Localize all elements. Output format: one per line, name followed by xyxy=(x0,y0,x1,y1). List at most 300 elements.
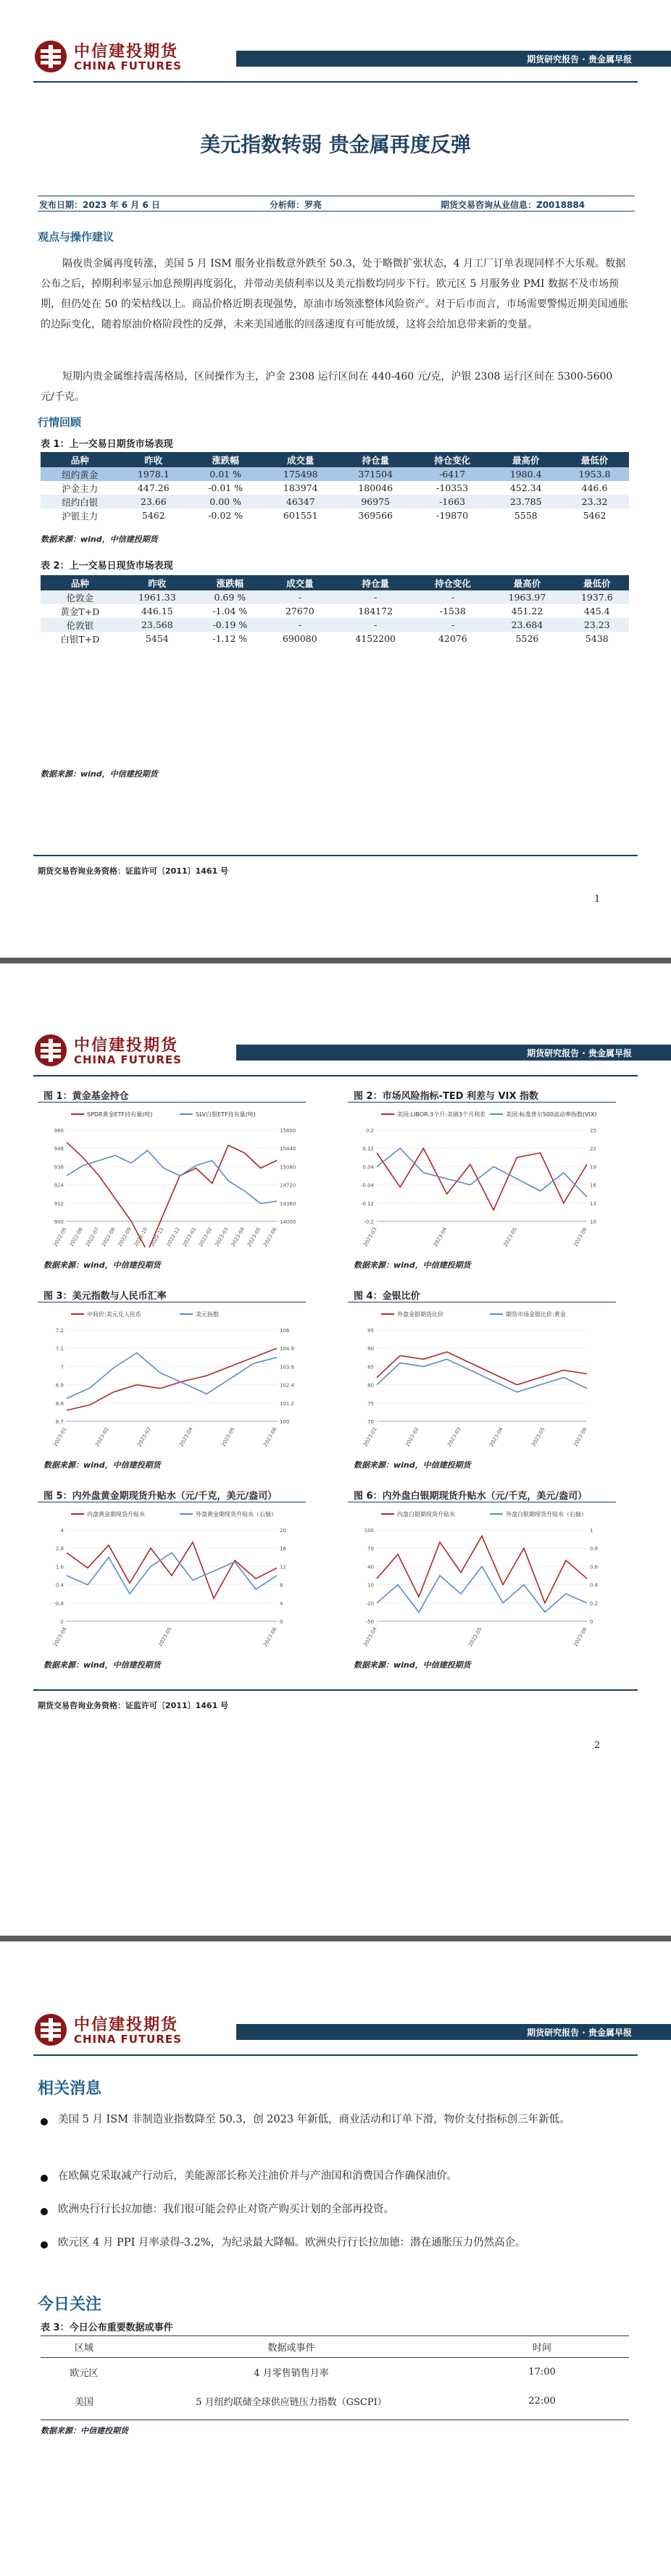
legend-label: 美元指数 xyxy=(196,1311,219,1318)
legend-label: 中间价:美元兑人民币 xyxy=(87,1311,141,1318)
table-cell: 1961.33 xyxy=(120,590,195,604)
x-tick-label: 2023-06 xyxy=(572,1426,588,1447)
logo-name-en: CHINA FUTURES xyxy=(74,2033,182,2046)
y-tick-label: 75 xyxy=(367,1400,374,1407)
y-tick-label: 40 xyxy=(367,1564,374,1571)
company-logo-icon xyxy=(33,39,68,74)
chart-2 xyxy=(348,1085,616,1274)
chart-plot xyxy=(38,1105,306,1247)
y-right-tick-label: 104.8 xyxy=(280,1346,295,1352)
col-header: 品种 xyxy=(41,575,120,590)
y-tick-label: 70 xyxy=(367,1419,374,1425)
table-cell: 纽约黄金 xyxy=(41,467,119,481)
table-cell: -1.12 % xyxy=(212,633,248,644)
table-cell: 1978.1 xyxy=(119,467,188,481)
table-cell: 175498 xyxy=(263,467,338,481)
header-band-title: 期货研究报告 · 贵金属早报 xyxy=(527,1048,632,1058)
table3-caption: 表 3：今日公布重要数据或事件 xyxy=(41,2322,173,2333)
table-row xyxy=(41,509,629,522)
chart-title: 图 1：黄金基金持仓 xyxy=(38,1085,306,1103)
x-tick-label: 2023-05 xyxy=(467,1626,483,1647)
table-cell: 23.684 xyxy=(489,618,564,632)
col-header: 数据或事件 xyxy=(128,2336,455,2358)
logo-name-cn: 中信建投期货 xyxy=(74,1037,179,1055)
report-page-2 xyxy=(0,994,671,1827)
table-cell: 5 月纽约联储全球供应链压力指数（GSCPI） xyxy=(196,2397,387,2408)
x-tick-label: 2023-05 xyxy=(246,1226,262,1247)
x-tick-label: 2023-04 xyxy=(488,1426,504,1447)
chart-source: 数据来源：wind，中信建投期货 xyxy=(43,1660,161,1670)
table-cell: 23.23 xyxy=(565,618,629,632)
y-tick-label: -0.8 xyxy=(54,1600,64,1607)
table-cell: 0.69 % xyxy=(195,590,265,604)
x-tick-label: 2023-06 xyxy=(572,1626,588,1647)
bullet-icon xyxy=(41,2208,48,2215)
table-cell: 446.6 xyxy=(581,482,608,493)
table-cell: 27670 xyxy=(285,606,314,616)
legend-label: 美国:标准普尔500波动率指数(VIX) xyxy=(506,1111,597,1118)
x-tick-label: 2023-01 xyxy=(181,1226,198,1247)
y-right-tick-label: 0.4 xyxy=(590,1582,599,1589)
table-cell: 4152200 xyxy=(355,633,396,644)
report-meta-bar xyxy=(38,196,635,212)
table-cell: 4 月零售销售月率 xyxy=(254,2368,329,2380)
y-right-tick-label: 16 xyxy=(280,1546,286,1552)
y-right-tick-label: 102.4 xyxy=(280,1382,295,1389)
table-cell: 沪银主力 xyxy=(62,510,99,522)
table-cell: 17:00 xyxy=(528,2367,556,2378)
y-tick-label: 90 xyxy=(367,1346,374,1352)
series-line xyxy=(377,1536,587,1602)
table-cell: 1963.97 xyxy=(489,590,564,604)
y-right-tick-label: 14000 xyxy=(280,1219,296,1225)
table-cell: 5438 xyxy=(585,633,609,644)
table-cell: 96975 xyxy=(338,495,412,509)
y-right-tick-label: 0 xyxy=(280,1619,283,1625)
futures-market-table xyxy=(41,452,629,522)
table-cell: -19870 xyxy=(436,510,469,521)
header-rule xyxy=(33,2054,638,2056)
table-cell: 5454 xyxy=(145,633,169,644)
x-tick-label: 2023-02 xyxy=(404,1426,420,1447)
page-number: 1 xyxy=(594,894,601,905)
table-cell: 447.26 xyxy=(137,482,170,493)
chart-source: 数据来源：wind，中信建投期货 xyxy=(43,1460,161,1470)
y-tick-label: -0.12 xyxy=(360,1200,374,1207)
y-tick-label: 6.9 xyxy=(55,1382,64,1389)
table-cell: 白银T+D xyxy=(60,633,100,645)
y-right-tick-label: 25 xyxy=(590,1128,596,1134)
x-tick-label: 2023-04 xyxy=(178,1426,194,1447)
chart-plot xyxy=(348,1105,616,1247)
y-tick-label: -0.2 xyxy=(364,1219,374,1225)
bullet-icon xyxy=(41,2175,48,2182)
table-cell: 23.785 xyxy=(491,495,560,509)
x-tick-label: 2022-09 xyxy=(117,1226,133,1247)
series-line xyxy=(67,1348,277,1410)
y-tick-label: 912 xyxy=(54,1200,64,1207)
x-tick-label: 2023-06 xyxy=(572,1226,588,1247)
x-tick-label: 2022-11 xyxy=(149,1226,165,1247)
y-right-tick-label: 15440 xyxy=(280,1146,296,1153)
table-cell: 1953.8 xyxy=(560,467,629,481)
page-header xyxy=(0,994,671,1072)
y-right-tick-label: 19 xyxy=(590,1164,596,1171)
table-cell: 371504 xyxy=(338,467,412,481)
table1-source: 数据来源：wind，中信建投期货 xyxy=(41,535,158,544)
col-header: 昨收 xyxy=(120,575,195,590)
table-row xyxy=(41,467,629,481)
table-cell: 22:00 xyxy=(528,2396,556,2406)
section-title-today: 今日关注 xyxy=(38,2296,102,2314)
table-cell: 180046 xyxy=(358,482,393,493)
legend-label: 外盘黄金期现货升贴水（右轴） xyxy=(196,1511,277,1518)
x-tick-label: 2022-05 xyxy=(52,1226,68,1247)
table2-caption: 表 2：上一交易日现货市场表现 xyxy=(41,561,173,572)
legend-label: 内盘白银期现货升贴水 xyxy=(397,1511,455,1518)
page-header xyxy=(0,1973,671,2052)
table-cell: 5526 xyxy=(515,633,539,644)
y-right-tick-label: 0.2 xyxy=(590,1600,599,1607)
y-tick-label: -0.04 xyxy=(360,1182,374,1189)
y-tick-label: 936 xyxy=(54,1164,64,1171)
table3-source: 数据来源：中信建投期货 xyxy=(41,2420,629,2436)
y-right-tick-label: 20 xyxy=(280,1528,286,1534)
company-logo-icon xyxy=(33,2012,68,2047)
table-cell: -6417 xyxy=(413,467,491,481)
series-line xyxy=(67,1553,277,1594)
table-cell: -10353 xyxy=(436,482,469,493)
table-cell: 23.66 xyxy=(119,495,188,509)
col-header: 持仓量 xyxy=(338,452,412,467)
y-right-tick-label: 14360 xyxy=(280,1200,296,1207)
table-cell: -1538 xyxy=(439,606,466,616)
y-tick-label: 70 xyxy=(367,1546,374,1552)
analyst-name: 分析师：罗亮 xyxy=(270,200,322,210)
x-tick-label: 2023-06 xyxy=(262,1626,278,1647)
table-cell: - xyxy=(265,590,335,604)
table-cell: 纽约白银 xyxy=(41,495,119,509)
y-right-tick-label: 4 xyxy=(280,1600,283,1607)
section-title-view: 观点与操作建议 xyxy=(38,230,114,243)
y-tick-label: 6.8 xyxy=(55,1400,64,1407)
x-tick-label: 2022-06 xyxy=(68,1226,85,1247)
chart-title: 图 6：内外盘白银期现货升贴水（元/千克，美元/盎司） xyxy=(348,1485,616,1502)
table-cell: 445.4 xyxy=(583,606,610,616)
chart-3 xyxy=(38,1285,306,1473)
table-row xyxy=(41,590,629,604)
col-header: 时间 xyxy=(455,2336,629,2358)
table-cell: 446.15 xyxy=(141,606,173,616)
chart-title: 图 2：市场风险指标-TED 利差与 VIX 指数 xyxy=(348,1085,616,1103)
col-header: 持仓变化 xyxy=(416,575,489,590)
table-cell: 451.22 xyxy=(511,606,543,616)
x-tick-label: 2023-01 xyxy=(362,1426,378,1447)
y-right-tick-label: 100 xyxy=(280,1419,290,1425)
y-tick-label: -2 xyxy=(59,1619,64,1625)
page-divider xyxy=(0,958,671,963)
y-right-tick-label: 15080 xyxy=(280,1164,296,1171)
table-cell: 690080 xyxy=(282,633,317,644)
chart-title: 图 4：金银比价 xyxy=(348,1285,616,1302)
table-header-row xyxy=(41,2336,629,2358)
page-header xyxy=(0,0,671,78)
y-tick-label: 4 xyxy=(60,1528,64,1534)
footer-license: 期货交易咨询业务资格：证监许可〔2011〕1461 号 xyxy=(38,1701,229,1710)
y-tick-label: 0.2 xyxy=(365,1128,374,1134)
table-cell: -0.19 % xyxy=(195,618,265,632)
report-page-1 xyxy=(0,0,671,645)
legend-label: 内盘黄金期现货升贴水 xyxy=(87,1511,145,1518)
legend-label: SLV白银ETF持有量(吨) xyxy=(196,1111,256,1118)
legend-label: SPDR黄金ETF持有量(吨) xyxy=(87,1111,153,1118)
y-right-tick-label: 1 xyxy=(590,1528,593,1534)
table-cell: 5462 xyxy=(141,510,165,521)
y-tick-label: -50 xyxy=(365,1619,374,1625)
y-right-tick-label: 103.6 xyxy=(280,1364,295,1371)
bullet-icon xyxy=(41,2118,48,2125)
col-header: 成交量 xyxy=(265,575,335,590)
chart-5 xyxy=(38,1485,306,1673)
y-tick-label: 95 xyxy=(367,1328,374,1334)
x-tick-label: 2023-06 xyxy=(262,1426,278,1447)
section-title-news: 相关消息 xyxy=(38,2080,102,2098)
series-line xyxy=(377,1566,587,1612)
header-band xyxy=(236,2024,671,2040)
table-row xyxy=(41,495,629,509)
page-number: 2 xyxy=(594,1740,601,1751)
chart-plot xyxy=(348,1505,616,1647)
report-title: 美元指数转弱 贵金属再度反弹 xyxy=(200,133,471,156)
y-right-tick-label: 0.8 xyxy=(590,1546,599,1552)
col-header: 最低价 xyxy=(560,452,629,467)
col-header: 品种 xyxy=(41,452,119,467)
table-cell: - xyxy=(416,590,489,604)
table-cell: 601551 xyxy=(283,510,318,521)
table-cell: - xyxy=(335,618,416,632)
chart-4 xyxy=(348,1285,616,1473)
table-cell: 23.568 xyxy=(120,618,195,632)
spot-market-table xyxy=(41,575,629,645)
y-tick-label: 6.7 xyxy=(55,1419,64,1425)
table-header-row xyxy=(41,452,629,467)
y-tick-label: 7.2 xyxy=(55,1328,64,1334)
table-cell: 0.01 % xyxy=(188,467,263,481)
y-tick-label: 100 xyxy=(364,1528,374,1534)
chart-source: 数据来源：wind，中信建投期货 xyxy=(354,1660,471,1670)
table-cell: 42076 xyxy=(438,633,467,644)
y-right-tick-label: 106 xyxy=(280,1328,290,1334)
y-right-tick-label: 15800 xyxy=(280,1128,296,1134)
table-cell: 369566 xyxy=(358,510,393,521)
col-header: 最高价 xyxy=(489,575,564,590)
col-header: 涨跌幅 xyxy=(195,575,265,590)
y-tick-label: 948 xyxy=(54,1146,64,1153)
y-tick-label: 0.12 xyxy=(362,1146,374,1153)
logo-name-en: CHINA FUTURES xyxy=(74,59,182,72)
x-tick-label: 2023-04 xyxy=(362,1626,378,1647)
col-header: 持仓变化 xyxy=(413,452,491,467)
table-cell: - xyxy=(335,590,416,604)
table-row xyxy=(41,604,629,618)
legend-label: 外盘金银期货比价 xyxy=(397,1311,443,1318)
col-header: 最低价 xyxy=(565,575,629,590)
table-cell: 0.00 % xyxy=(188,495,263,509)
logo-name-en: CHINA FUTURES xyxy=(74,1053,182,1066)
col-header: 持仓量 xyxy=(335,575,416,590)
x-tick-label: 2023-04 xyxy=(432,1226,449,1247)
y-tick-label: 924 xyxy=(54,1182,64,1189)
x-tick-label: 2023-05 xyxy=(530,1426,546,1447)
news-item: 欧洲央行行长拉加德：我们很可能会停止对资产购买计划的全部再投资。 xyxy=(58,2204,394,2215)
y-tick-label: 0.4 xyxy=(55,1582,64,1589)
section-title-market: 行情回顾 xyxy=(38,416,82,429)
table-cell: - xyxy=(265,618,335,632)
table-row xyxy=(41,618,629,632)
news-item: 欧元区 4 月 PPI 月率录得-3.2%，为纪录最大降幅。欧洲央行行长拉加德：潜在通胀压力仍然高企。 xyxy=(58,2237,526,2249)
x-tick-label: 2022-10 xyxy=(133,1226,149,1247)
y-right-tick-label: 101.2 xyxy=(280,1400,295,1407)
view-paragraph-2: 短期内贵金属维持震荡格局，区间操作为主，沪金 2308 运行区间在 440-460 元/克，沪银 2308 运行区间在 5300-5600 元/千克。 xyxy=(41,371,613,403)
x-tick-label: 2022-12 xyxy=(165,1226,181,1247)
report-page-3 xyxy=(0,1973,671,2576)
table1-caption: 表 1：上一交易日期货市场表现 xyxy=(41,439,173,450)
y-tick-label: 0.04 xyxy=(362,1164,374,1171)
table-cell: -0.02 % xyxy=(208,510,243,521)
chart-source: 数据来源：wind，中信建投期货 xyxy=(354,1260,471,1270)
y-tick-label: 80 xyxy=(367,1382,374,1389)
y-right-tick-label: 14720 xyxy=(280,1182,296,1189)
chart-plot xyxy=(38,1505,306,1647)
x-tick-label: 2023-04 xyxy=(230,1226,246,1247)
y-right-tick-label: 0 xyxy=(590,1619,593,1625)
x-tick-label: 2023-01 xyxy=(52,1426,68,1447)
logo-name-cn: 中信建投期货 xyxy=(74,2016,179,2034)
chart-title: 图 3：美元指数与人民币汇率 xyxy=(38,1285,306,1302)
news-item: 在欧佩克采取减产行动后，美能源部长称关注油价并与产油国和消费国合作确保油价。 xyxy=(58,2170,457,2182)
col-header: 成交量 xyxy=(263,452,338,467)
header-rule xyxy=(33,1075,638,1076)
y-tick-label: 2.8 xyxy=(55,1546,64,1552)
y-tick-label: 7.1 xyxy=(55,1346,64,1352)
y-tick-label: 85 xyxy=(367,1364,374,1371)
y-right-tick-label: 12 xyxy=(280,1564,286,1571)
table-cell: 184172 xyxy=(358,606,393,616)
chart-source: 数据来源：wind，中信建投期货 xyxy=(354,1460,471,1470)
y-right-tick-label: 22 xyxy=(590,1146,596,1153)
table2-source: 数据来源：wind，中信建投期货 xyxy=(41,769,158,779)
table-header-row xyxy=(41,575,629,590)
bullet-icon xyxy=(41,2241,48,2249)
table-cell: 452.34 xyxy=(509,482,542,493)
y-right-tick-label: 16 xyxy=(590,1182,596,1189)
x-tick-label: 2023-04 xyxy=(52,1626,68,1647)
header-rule xyxy=(33,81,638,83)
table-cell: 5558 xyxy=(514,510,538,521)
header-band-title: 期货研究报告 · 贵金属早报 xyxy=(527,54,632,64)
x-tick-label: 2023-03 xyxy=(214,1226,230,1247)
x-tick-label: 2023-06 xyxy=(262,1226,278,1247)
y-right-tick-label: 10 xyxy=(590,1219,596,1225)
y-tick-label: 900 xyxy=(54,1219,64,1225)
table-cell: - xyxy=(416,618,489,632)
table-cell: 黄金T+D xyxy=(60,606,100,617)
table-cell: 1980.4 xyxy=(491,467,560,481)
table-cell: 美国 xyxy=(74,2397,93,2408)
x-tick-label: 2023-02 xyxy=(197,1226,214,1247)
chart-6 xyxy=(348,1485,616,1673)
col-header: 涨跌幅 xyxy=(188,452,263,467)
chart-plot xyxy=(348,1305,616,1447)
footer-license: 期货交易咨询业务资格：证监许可〔2011〕1461 号 xyxy=(38,866,229,876)
page-divider xyxy=(0,1936,671,1941)
legend-label: 外盘白银期现货升贴水（右轴） xyxy=(506,1511,587,1518)
x-tick-label: 2022-07 xyxy=(84,1226,101,1247)
header-band-title: 期货研究报告 · 贵金属早报 xyxy=(527,2028,632,2038)
table-row xyxy=(41,481,629,495)
x-tick-label: 2023-05 xyxy=(157,1626,173,1647)
publish-date: 发布日期：2023 年 6 月 6 日 xyxy=(39,200,160,210)
series-line xyxy=(377,1359,587,1392)
x-tick-label: 2023-03 xyxy=(362,1226,378,1247)
header-band xyxy=(236,51,671,67)
table-cell: 伦敦金 xyxy=(41,590,120,604)
table-cell: -0.01 % xyxy=(208,482,243,493)
footer-rule xyxy=(33,855,638,856)
x-tick-label: 2023-03 xyxy=(446,1426,462,1447)
logo-name-cn: 中信建投期货 xyxy=(74,43,179,61)
table-cell: 23.32 xyxy=(560,495,629,509)
table-cell: 5462 xyxy=(583,510,607,521)
x-tick-label: 2023-03 xyxy=(136,1426,152,1447)
table-cell: 沪金主力 xyxy=(62,482,99,494)
chart-plot xyxy=(38,1305,306,1447)
col-header: 最高价 xyxy=(491,452,560,467)
legend-label: 期货市场金银比价:黄金 xyxy=(506,1311,566,1318)
y-tick-label: 1.6 xyxy=(55,1564,64,1571)
table-cell: -1663 xyxy=(413,495,491,509)
table-cell: 46347 xyxy=(263,495,338,509)
table-row xyxy=(41,632,629,645)
chart-1 xyxy=(38,1085,306,1274)
x-tick-label: 2022-08 xyxy=(101,1226,117,1247)
company-logo-icon xyxy=(33,1033,68,1068)
col-header: 昨收 xyxy=(119,452,188,467)
series-line xyxy=(67,1353,277,1399)
col-header: 区域 xyxy=(41,2336,128,2358)
footer-rule xyxy=(33,1689,638,1691)
news-item: 美国 5 月 ISM 非制造业指数降至 50.3，创 2023 年新低，商业活动和订单下滑，物价支付指标创三年新低。 xyxy=(58,2114,570,2125)
y-tick-label: 7 xyxy=(60,1364,64,1371)
table-cell: 伦敦银 xyxy=(41,618,120,632)
table-cell: 183974 xyxy=(283,482,318,493)
y-right-tick-label: 8 xyxy=(280,1582,283,1589)
x-tick-label: 2023-02 xyxy=(94,1426,110,1447)
legend-label: 美国:LIBOR:3个月:美债3个月利差 xyxy=(397,1111,486,1118)
y-tick-label: 10 xyxy=(367,1582,374,1589)
x-tick-label: 2023-05 xyxy=(502,1226,519,1247)
chart-source: 数据来源：wind，中信建投期货 xyxy=(43,1260,161,1270)
y-tick-label: -20 xyxy=(365,1600,374,1607)
events-table xyxy=(41,2335,629,2416)
chart-title: 图 5：内外盘黄金期现货升贴水（元/千克，美元/盎司） xyxy=(38,1485,306,1502)
table-cell: 1937.6 xyxy=(565,590,629,604)
x-tick-label: 2023-05 xyxy=(220,1426,236,1447)
table-cell: -1.04 % xyxy=(212,606,248,616)
header-band xyxy=(236,1045,671,1061)
license-info: 期货交易咨询从业信息：Z0018884 xyxy=(441,200,585,210)
table-row xyxy=(41,2387,629,2416)
